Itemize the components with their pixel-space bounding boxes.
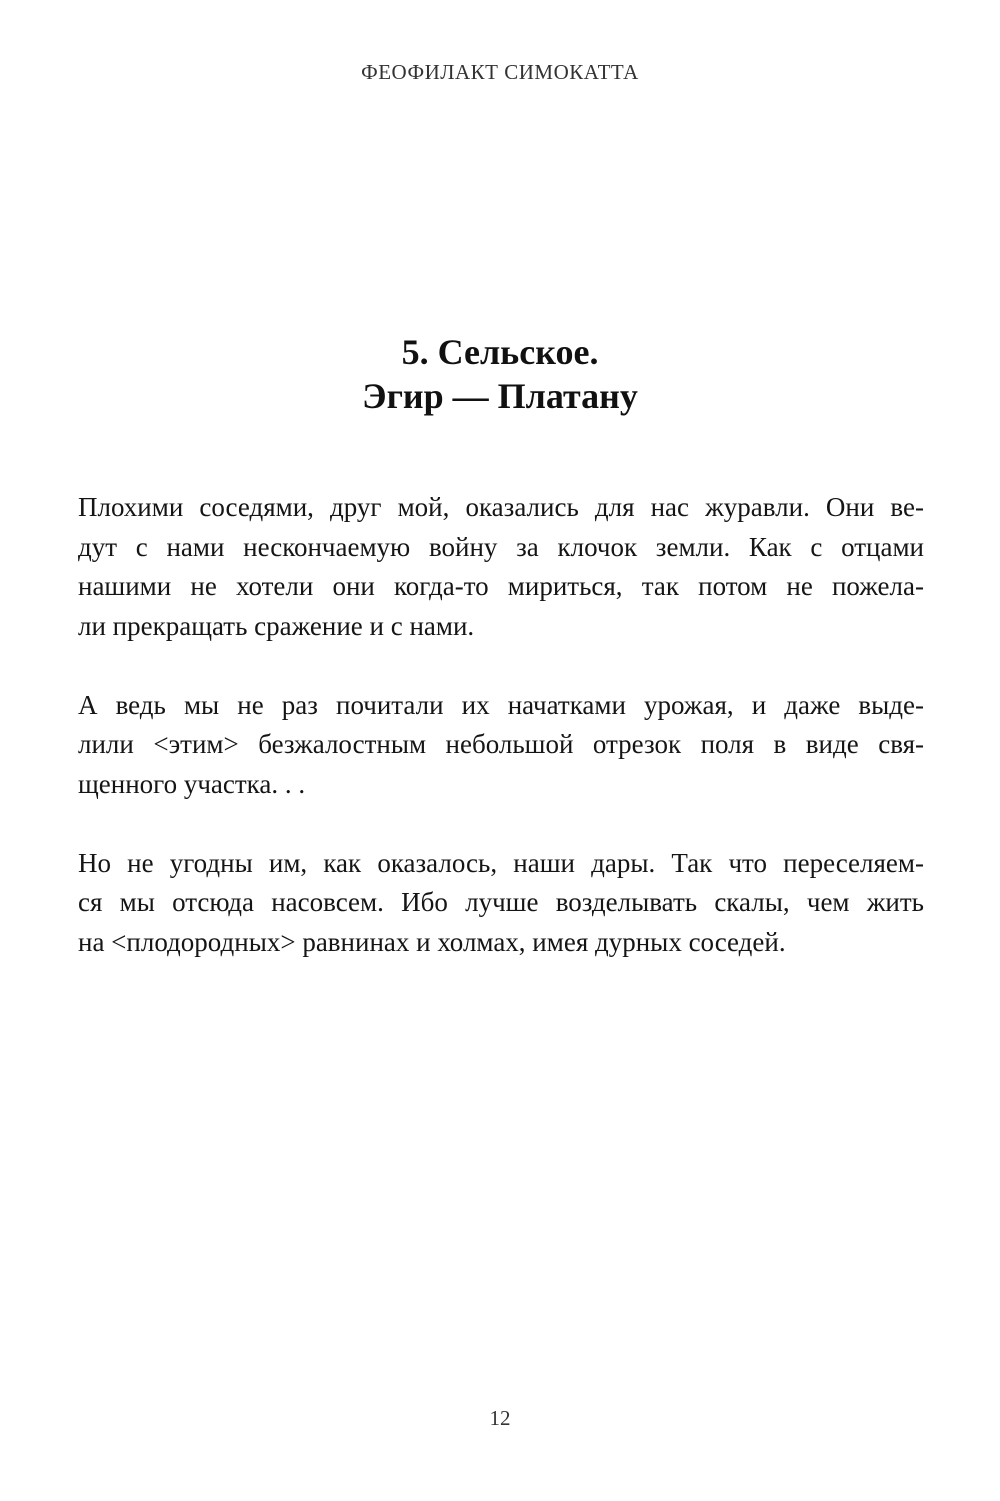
text-line: ся мы отсюда насовсем. Ибо лучше возделывать скалы, чем жить	[78, 887, 924, 917]
chapter-title-line-2: Эгир — Платану	[362, 376, 638, 416]
text-line: А ведь мы не раз почитали их начатками урожая, и даже выде-	[78, 689, 924, 720]
chapter-title-line-1: 5. Сельское.	[401, 332, 599, 372]
text-line: Но не угодны им, как оказалось, наши дары. Так что переселяем-	[78, 847, 924, 878]
text-line: нашими не хотели они когда-то мириться, так потом не пожела-	[78, 571, 924, 601]
paragraph-3	[78, 844, 924, 963]
paragraph-1	[78, 488, 924, 646]
chapter-title	[0, 330, 1000, 418]
body-text	[78, 488, 924, 1002]
paragraph-2	[78, 686, 924, 805]
text-line: ли прекращать сражение и с нами.	[78, 610, 475, 641]
text-line: щенного участка. . .	[78, 768, 306, 799]
running-head: ФЕОФИЛАКТ СИМОКАТТА	[361, 60, 639, 84]
text-line: дут с нами нескончаемую войну за клочок земли. Как с отцами	[78, 531, 924, 562]
text-line: лили <этим> безжалостным небольшой отрезок поля в виде свя-	[78, 729, 924, 759]
text-line: Плохими соседями, друг мой, оказались для нас журавли. Они ве-	[78, 492, 924, 522]
page-number: 12	[489, 1406, 511, 1430]
text-line: на <плодородных> равнинах и холмах, имея дурных соседей.	[78, 926, 786, 957]
